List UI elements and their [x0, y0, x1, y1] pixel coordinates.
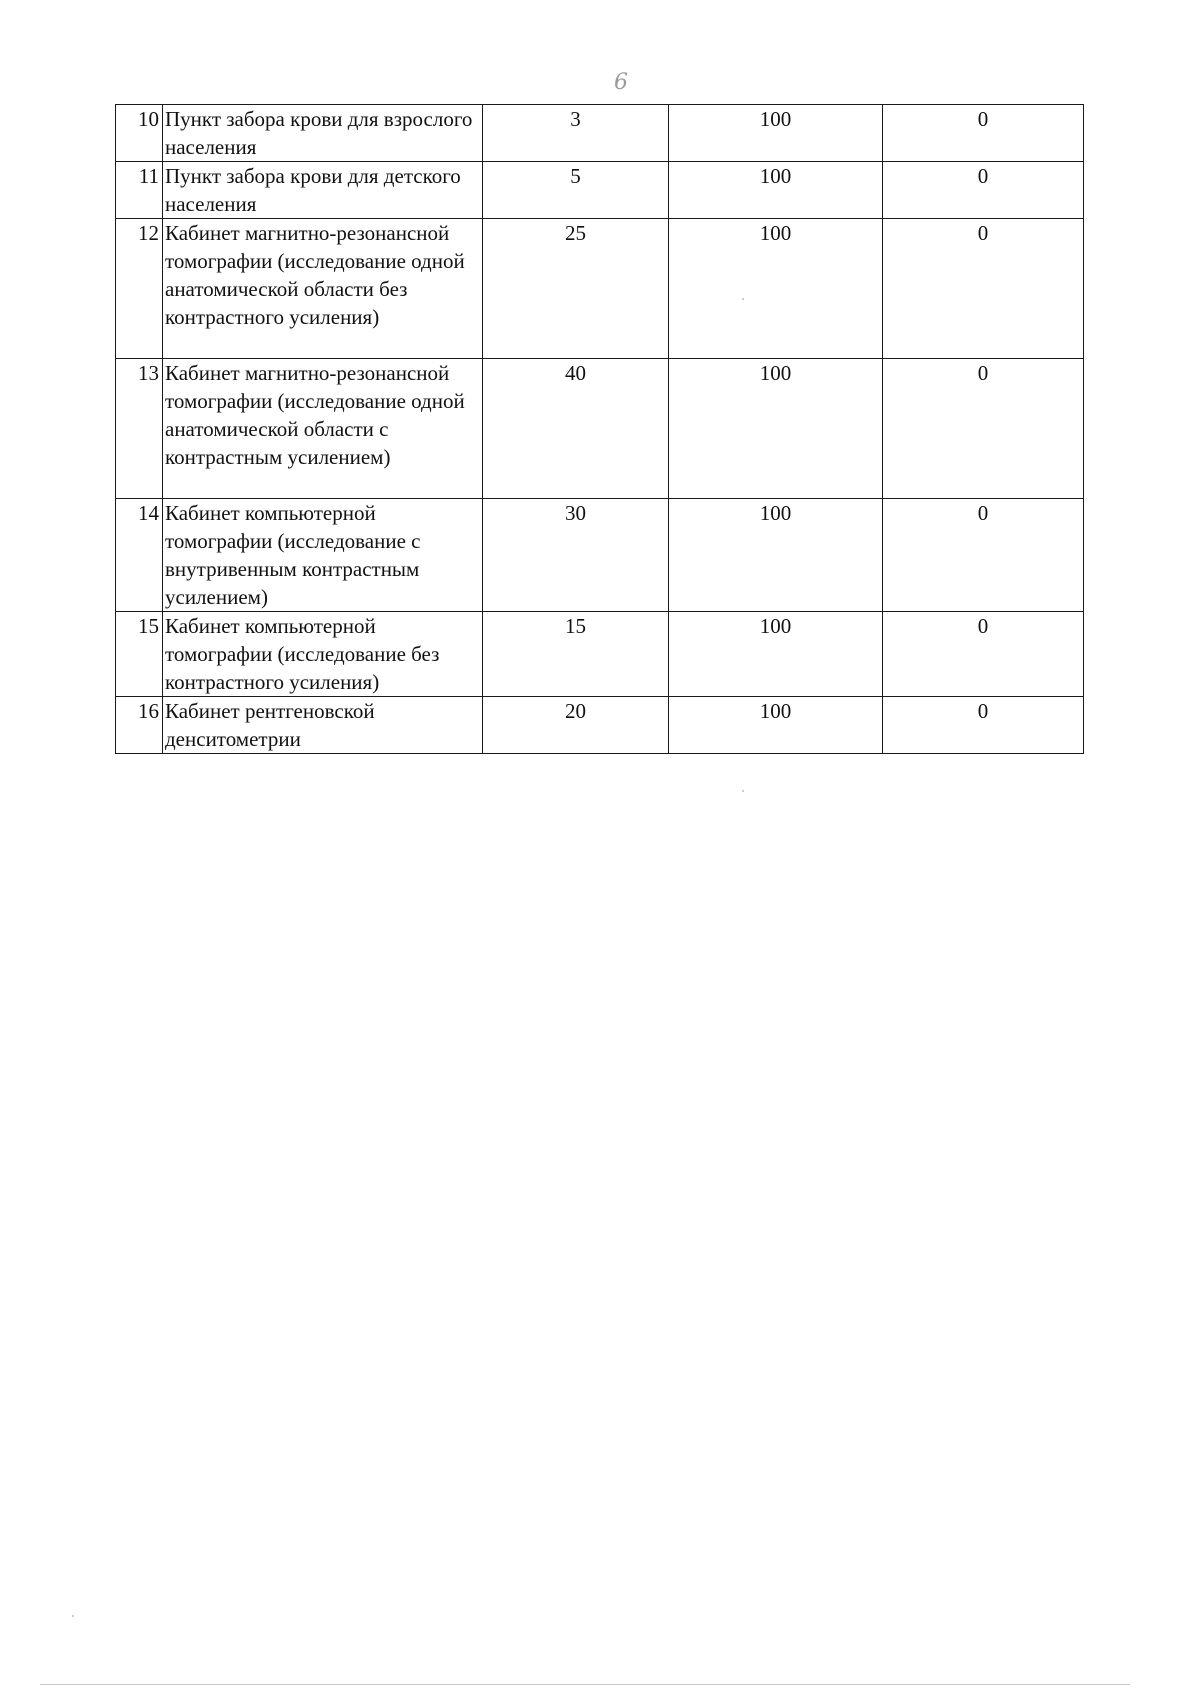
table-row	[116, 499, 1084, 612]
row-value-b: 100	[669, 359, 883, 499]
table-row	[116, 162, 1084, 219]
row-value-c: 0	[883, 105, 1084, 162]
scan-speck	[742, 298, 744, 300]
row-name: Кабинет компьютерной томографии (исследование с внутривенным контрастным усилением)	[163, 499, 483, 612]
row-value-c: 0	[883, 499, 1084, 612]
row-number: 14	[116, 499, 163, 612]
scan-edge-line	[40, 1684, 1130, 1685]
row-value-a: 20	[483, 697, 669, 754]
table-row	[116, 359, 1084, 499]
row-value-b: 100	[669, 697, 883, 754]
row-name: Кабинет магнитно-резонансной томографии (исследование одной анатомической области с контрастным усилением)	[163, 359, 483, 499]
row-number: 11	[116, 162, 163, 219]
row-value-b: 100	[669, 162, 883, 219]
row-value-c: 0	[883, 359, 1084, 499]
row-value-a: 15	[483, 612, 669, 697]
row-value-c: 0	[883, 162, 1084, 219]
row-name: Пункт забора крови для взрослого населения	[163, 105, 483, 162]
row-value-b: 100	[669, 499, 883, 612]
scan-speck	[742, 790, 744, 792]
row-value-b: 100	[669, 219, 883, 359]
row-value-c: 0	[883, 697, 1084, 754]
row-number: 10	[116, 105, 163, 162]
page-number: 6	[614, 70, 628, 95]
row-number: 16	[116, 697, 163, 754]
row-value-a: 25	[483, 219, 669, 359]
row-number: 15	[116, 612, 163, 697]
services-table	[115, 104, 1084, 754]
row-value-b: 100	[669, 105, 883, 162]
row-number: 13	[116, 359, 163, 499]
row-value-a: 5	[483, 162, 669, 219]
table-row	[116, 219, 1084, 359]
row-value-a: 40	[483, 359, 669, 499]
row-number: 12	[116, 219, 163, 359]
row-name: Кабинет магнитно-резонансной томографии (исследование одной анатомической области без контрастного усиления)	[163, 219, 483, 359]
row-value-a: 3	[483, 105, 669, 162]
row-name: Кабинет компьютерной томографии (исследование без контрастного усиления)	[163, 612, 483, 697]
row-value-a: 30	[483, 499, 669, 612]
row-value-c: 0	[883, 219, 1084, 359]
row-value-c: 0	[883, 612, 1084, 697]
table-row	[116, 105, 1084, 162]
row-value-b: 100	[669, 612, 883, 697]
table-row	[116, 697, 1084, 754]
row-name: Кабинет рентгеновской денситометрии	[163, 697, 483, 754]
row-name: Пункт забора крови для детского населения	[163, 162, 483, 219]
scan-speck	[72, 1615, 74, 1617]
table-row	[116, 612, 1084, 697]
